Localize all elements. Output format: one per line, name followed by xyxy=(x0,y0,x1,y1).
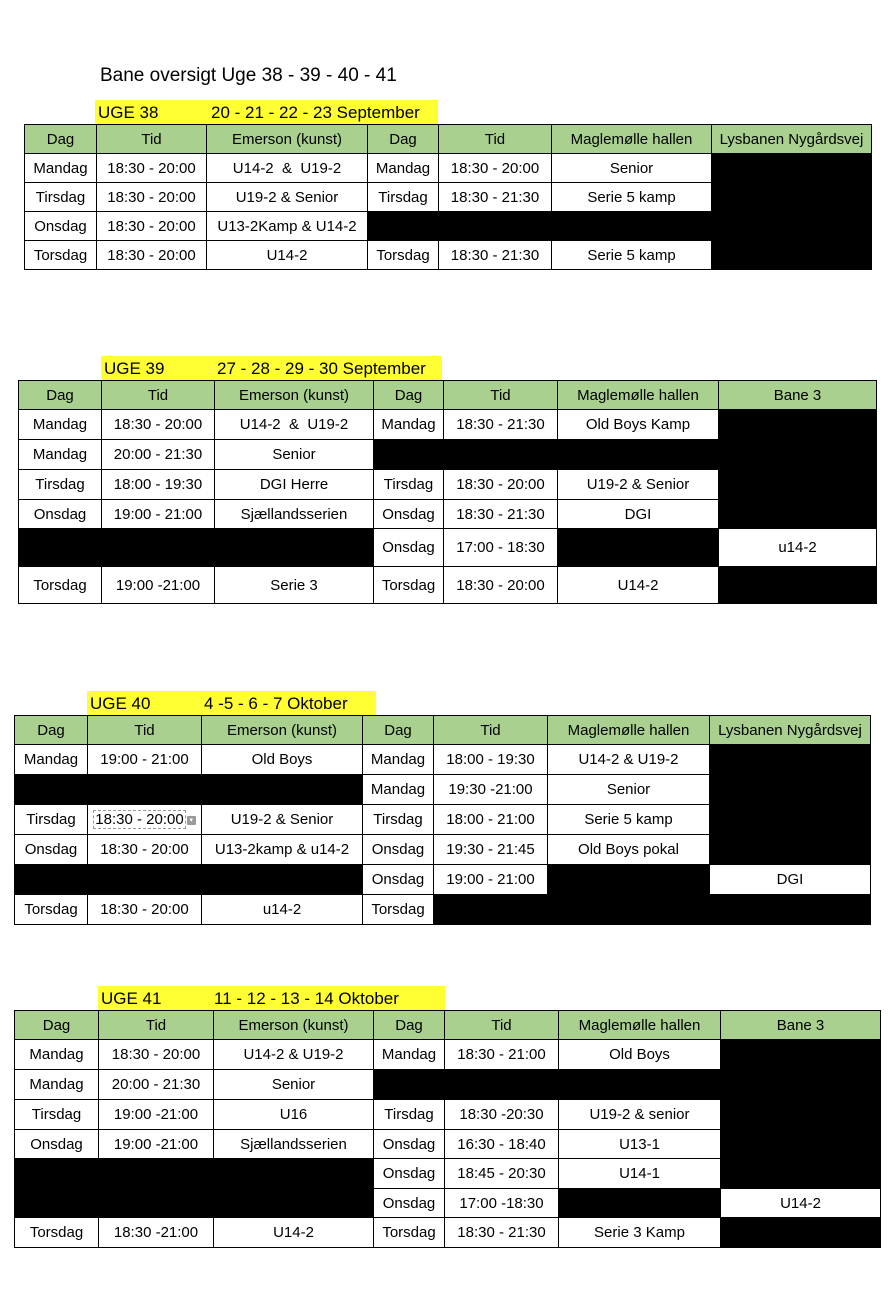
cell-emerson: U14-2 & U19-2 xyxy=(214,1040,374,1070)
cell-dag: Tirsdag xyxy=(15,805,88,835)
week-38-table xyxy=(24,124,872,270)
blocked-cell xyxy=(374,440,877,470)
cell-maglemolle: DGI xyxy=(558,500,719,529)
cell-maglemolle: Serie 5 kamp xyxy=(552,241,712,270)
cell-emerson: Sjællandsserien xyxy=(215,500,374,529)
cell-dag: Torsdag xyxy=(25,241,97,270)
cell-tid: 19:00 - 21:00 xyxy=(102,500,215,529)
cell-dag-2: Onsdag xyxy=(374,529,444,567)
week-label: UGE 41 xyxy=(101,989,162,1008)
cell-maglemolle: U13-1 xyxy=(559,1130,721,1159)
cell-dag-2: Mandag xyxy=(363,775,434,805)
header-tid: Tid xyxy=(88,716,202,745)
blocked-cell xyxy=(710,775,871,805)
cell-tid: 18:30 - 20:00 xyxy=(97,212,207,241)
table-row xyxy=(19,567,877,604)
blocked-cell xyxy=(721,1218,881,1248)
table-row xyxy=(15,1100,881,1130)
header-dag: Dag xyxy=(25,125,97,154)
week-41-section xyxy=(14,986,880,1250)
cell-dag: Torsdag xyxy=(15,895,88,925)
table-row xyxy=(19,529,877,567)
cell-dag-2: Torsdag xyxy=(374,567,444,604)
cell-dag: Mandag xyxy=(15,745,88,775)
table-row xyxy=(15,1040,881,1070)
selected-cell-value: 18:30 - 20:00 xyxy=(95,811,184,828)
week-39-section xyxy=(18,356,876,602)
cell-tid: 18:30 - 20:00 xyxy=(88,835,202,865)
cell-maglemolle: Old Boys pokal xyxy=(548,835,710,865)
header-row xyxy=(15,1011,881,1040)
cell-dag-2: Torsdag xyxy=(374,1218,445,1248)
cell-dag: Mandag xyxy=(15,1070,99,1100)
header-tid-2: Tid xyxy=(444,381,558,410)
cell-dag: Tirsdag xyxy=(15,1100,99,1130)
cell-emerson: Senior xyxy=(214,1070,374,1100)
header-dag-2: Dag xyxy=(368,125,439,154)
cell-dag-2: Mandag xyxy=(374,1040,445,1070)
cell-dag: Mandag xyxy=(25,154,97,183)
week-41-table xyxy=(14,1010,881,1248)
week-dates: 27 - 28 - 29 - 30 September xyxy=(217,359,426,378)
cell-dag-2: Torsdag xyxy=(368,241,439,270)
cell-maglemolle: U14-2 & U19-2 xyxy=(548,745,710,775)
cell-tid-2: 19:00 - 21:00 xyxy=(434,865,548,895)
cell-tid-2: 18:30 - 21:30 xyxy=(444,410,558,440)
cell-emerson: Old Boys xyxy=(202,745,363,775)
cell-dag-2: Onsdag xyxy=(374,1159,445,1189)
cell-dag: Onsdag xyxy=(25,212,97,241)
blocked-cell xyxy=(721,1159,881,1189)
page-title: Bane oversigt Uge 38 - 39 - 40 - 41 xyxy=(100,65,397,86)
table-row xyxy=(15,1218,881,1248)
header-tid-2: Tid xyxy=(434,716,548,745)
table-row xyxy=(15,865,871,895)
header-tid: Tid xyxy=(102,381,215,410)
blocked-cell xyxy=(719,470,877,500)
header-emerson: Emerson (kunst) xyxy=(202,716,363,745)
week-label: UGE 39 xyxy=(104,359,165,378)
cell-emerson: U14-2 xyxy=(207,241,368,270)
cell-tid-2: 18:30 - 20:00 xyxy=(444,470,558,500)
cell-dag: Onsdag xyxy=(19,500,102,529)
cell-lysbanen: DGI xyxy=(710,865,871,895)
header-row xyxy=(19,381,877,410)
cell-dag-2: Tirsdag xyxy=(363,805,434,835)
table-row xyxy=(19,500,877,529)
cell-tid: 19:00 - 21:00 xyxy=(88,745,202,775)
cell-maglemolle: Old Boys xyxy=(559,1040,721,1070)
table-row xyxy=(15,895,871,925)
blocked-cell xyxy=(434,895,871,925)
cell-tid-2: 19:30 - 21:45 xyxy=(434,835,548,865)
week-label: UGE 40 xyxy=(90,694,151,713)
table-row xyxy=(19,410,877,440)
cell-tid-selected[interactable] xyxy=(88,805,202,835)
cell-dag-2: Tirsdag xyxy=(368,183,439,212)
table-row xyxy=(25,154,872,183)
header-dag: Dag xyxy=(15,1011,99,1040)
header-dag: Dag xyxy=(15,716,88,745)
cell-dag-2: Onsdag xyxy=(374,1130,445,1159)
cell-maglemolle: Serie 5 kamp xyxy=(548,805,710,835)
table-row xyxy=(25,212,872,241)
cell-tid-2: 18:30 - 21:30 xyxy=(445,1218,559,1248)
cell-tid: 18:30 - 20:00 xyxy=(97,241,207,270)
cell-tid-2: 17:00 - 18:30 xyxy=(444,529,558,567)
header-tid: Tid xyxy=(99,1011,214,1040)
cell-dag: Onsdag xyxy=(15,835,88,865)
week-dates: 20 - 21 - 22 - 23 September xyxy=(211,103,420,122)
blocked-cell xyxy=(558,529,719,567)
blocked-cell xyxy=(15,865,363,895)
cell-maglemolle: Serie 5 kamp xyxy=(552,183,712,212)
cell-emerson: DGI Herre xyxy=(215,470,374,500)
cell-tid-2: 18:45 - 20:30 xyxy=(445,1159,559,1189)
cell-dag: Mandag xyxy=(19,440,102,470)
cell-tid-2: 18:30 - 20:00 xyxy=(444,567,558,604)
cell-tid: 18:30 - 20:00 xyxy=(99,1040,214,1070)
blocked-cell xyxy=(559,1189,721,1218)
cell-maglemolle: U19-2 & Senior xyxy=(558,470,719,500)
blocked-cell xyxy=(374,1070,881,1100)
blocked-cell xyxy=(719,567,877,604)
week-39-band xyxy=(101,356,442,381)
cell-dag: Torsdag xyxy=(19,567,102,604)
cell-maglemolle: U19-2 & senior xyxy=(559,1100,721,1130)
cell-emerson: U13-2kamp & u14-2 xyxy=(202,835,363,865)
week-dates: 11 - 12 - 13 - 14 Oktober xyxy=(214,989,399,1008)
cell-emerson: U14-2 & U19-2 xyxy=(207,154,368,183)
cell-tid-2: 18:30 -20:30 xyxy=(445,1100,559,1130)
cell-tid: 19:00 -21:00 xyxy=(99,1130,214,1159)
cell-tid: 20:00 - 21:30 xyxy=(102,440,215,470)
cell-emerson: U14-2 xyxy=(214,1218,374,1248)
cell-dag: Onsdag xyxy=(15,1130,99,1159)
cell-tid: 20:00 - 21:30 xyxy=(99,1070,214,1100)
header-dag: Dag xyxy=(19,381,102,410)
table-row xyxy=(25,183,872,212)
week-40-table xyxy=(14,715,871,925)
blocked-cell xyxy=(719,500,877,529)
blocked-cell xyxy=(710,745,871,775)
table-row xyxy=(15,745,871,775)
cell-emerson: U16 xyxy=(214,1100,374,1130)
week-41-band xyxy=(98,986,445,1011)
cell-tid-2: 19:30 -21:00 xyxy=(434,775,548,805)
header-emerson: Emerson (kunst) xyxy=(214,1011,374,1040)
cell-tid-2: 18:00 - 19:30 xyxy=(434,745,548,775)
table-row xyxy=(15,1070,881,1100)
autofill-options-icon[interactable]: ▾ xyxy=(187,816,196,825)
blocked-cell xyxy=(712,183,872,212)
blocked-cell xyxy=(719,410,877,440)
cell-tid-2: 18:30 - 21:00 xyxy=(445,1040,559,1070)
blocked-cell xyxy=(548,865,710,895)
cell-dag-2: Mandag xyxy=(368,154,439,183)
cell-tid-2: 18:00 - 21:00 xyxy=(434,805,548,835)
header-tid: Tid xyxy=(97,125,207,154)
header-row xyxy=(25,125,872,154)
cell-emerson: U19-2 & Senior xyxy=(202,805,363,835)
header-maglemolle: Maglemølle hallen xyxy=(559,1011,721,1040)
week-label: UGE 38 xyxy=(98,103,159,122)
blocked-cell xyxy=(721,1100,881,1130)
blocked-cell xyxy=(721,1130,881,1159)
cell-tid: 18:30 - 20:00 xyxy=(97,154,207,183)
cell-tid: 18:30 - 20:00 xyxy=(88,895,202,925)
cell-emerson: Senior xyxy=(215,440,374,470)
cell-tid-2: 17:00 -18:30 xyxy=(445,1189,559,1218)
cell-tid: 19:00 -21:00 xyxy=(99,1100,214,1130)
table-row xyxy=(15,805,871,835)
blocked-cell xyxy=(15,1159,374,1218)
blocked-cell xyxy=(368,212,872,241)
blocked-cell xyxy=(15,775,363,805)
cell-dag: Mandag xyxy=(19,410,102,440)
week-38-section xyxy=(24,100,871,272)
blocked-cell xyxy=(721,1040,881,1070)
cell-tid-2: 18:30 - 21:30 xyxy=(439,183,552,212)
blocked-cell xyxy=(712,241,872,270)
cell-bane-3: U14-2 xyxy=(721,1189,881,1218)
header-dag-2: Dag xyxy=(363,716,434,745)
cell-maglemolle: Senior xyxy=(548,775,710,805)
cell-dag-2: Mandag xyxy=(374,410,444,440)
cell-dag-2: Tirsdag xyxy=(374,1100,445,1130)
cell-emerson: u14-2 xyxy=(202,895,363,925)
cell-dag: Tirsdag xyxy=(25,183,97,212)
cell-maglemolle: U14-1 xyxy=(559,1159,721,1189)
header-maglemolle: Maglemølle hallen xyxy=(558,381,719,410)
cell-dag: Torsdag xyxy=(15,1218,99,1248)
blocked-cell xyxy=(710,805,871,835)
week-dates: 4 -5 - 6 - 7 Oktober xyxy=(204,694,348,713)
blocked-cell xyxy=(712,154,872,183)
header-dag-2: Dag xyxy=(374,1011,445,1040)
cell-emerson: Sjællandsserien xyxy=(214,1130,374,1159)
cell-dag-2: Mandag xyxy=(363,745,434,775)
table-row xyxy=(15,1130,881,1159)
week-40-section xyxy=(14,691,870,924)
table-row xyxy=(15,1159,881,1189)
header-bane-3: Bane 3 xyxy=(721,1011,881,1040)
cell-tid: 18:30 - 20:00 xyxy=(102,410,215,440)
header-tid-2: Tid xyxy=(445,1011,559,1040)
table-row xyxy=(15,835,871,865)
header-emerson: Emerson (kunst) xyxy=(207,125,368,154)
cell-tid: 18:00 - 19:30 xyxy=(102,470,215,500)
cell-dag-2: Onsdag xyxy=(363,865,434,895)
cell-maglemolle: Serie 3 Kamp xyxy=(559,1218,721,1248)
header-bane-3: Bane 3 xyxy=(719,381,877,410)
table-row xyxy=(25,241,872,270)
table-row xyxy=(19,470,877,500)
cell-emerson: U14-2 & U19-2 xyxy=(215,410,374,440)
cell-maglemolle: Senior xyxy=(552,154,712,183)
cell-bane-3: u14-2 xyxy=(719,529,877,567)
cell-dag-2: Onsdag xyxy=(363,835,434,865)
cell-dag-2: Onsdag xyxy=(374,1189,445,1218)
cell-tid-2: 18:30 - 20:00 xyxy=(439,154,552,183)
header-maglemolle: Maglemølle hallen xyxy=(552,125,712,154)
header-lysbanen: Lysbanen Nygårdsvej xyxy=(712,125,872,154)
header-maglemolle: Maglemølle hallen xyxy=(548,716,710,745)
cell-emerson: U19-2 & Senior xyxy=(207,183,368,212)
cell-dag: Tirsdag xyxy=(19,470,102,500)
table-row xyxy=(15,775,871,805)
cell-dag-2: Torsdag xyxy=(363,895,434,925)
table-row xyxy=(19,440,877,470)
cell-tid-2: 18:30 - 21:30 xyxy=(439,241,552,270)
cell-maglemolle: Old Boys Kamp xyxy=(558,410,719,440)
cell-tid: 19:00 -21:00 xyxy=(102,567,215,604)
header-emerson: Emerson (kunst) xyxy=(215,381,374,410)
header-row xyxy=(15,716,871,745)
header-tid-2: Tid xyxy=(439,125,552,154)
blocked-cell xyxy=(19,529,374,567)
cell-tid-2: 16:30 - 18:40 xyxy=(445,1130,559,1159)
cell-tid: 18:30 -21:00 xyxy=(99,1218,214,1248)
week-40-band xyxy=(87,691,376,716)
cell-dag-2: Tirsdag xyxy=(374,470,444,500)
header-dag-2: Dag xyxy=(374,381,444,410)
cell-dag-2: Onsdag xyxy=(374,500,444,529)
cell-maglemolle: U14-2 xyxy=(558,567,719,604)
cell-dag: Mandag xyxy=(15,1040,99,1070)
blocked-cell xyxy=(710,835,871,865)
cell-emerson: Serie 3 xyxy=(215,567,374,604)
cell-tid-2: 18:30 - 21:30 xyxy=(444,500,558,529)
header-lysbanen: Lysbanen Nygårdsvej xyxy=(710,716,871,745)
week-38-band xyxy=(95,100,438,125)
week-39-table xyxy=(18,380,877,604)
cell-tid: 18:30 - 20:00 xyxy=(97,183,207,212)
cell-emerson: U13-2Kamp & U14-2 xyxy=(207,212,368,241)
